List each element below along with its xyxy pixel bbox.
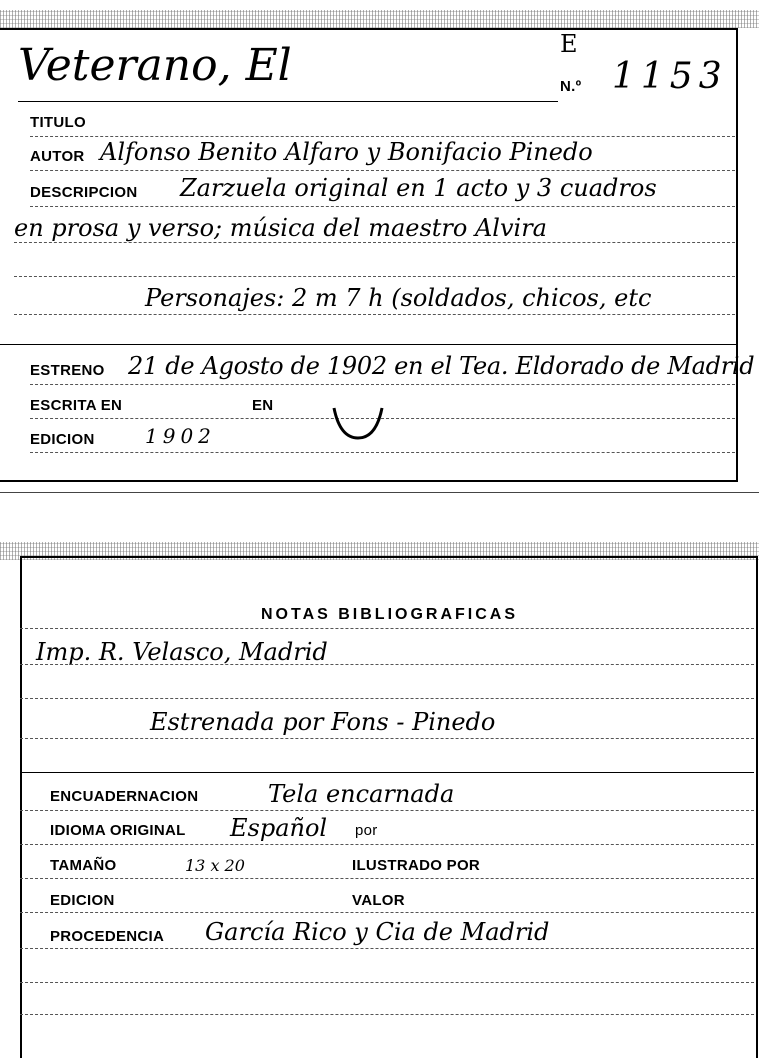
procedencia-label: PROCEDENCIA <box>50 928 165 945</box>
line-tamano <box>20 878 754 879</box>
line-heading <box>20 628 754 629</box>
line-idioma <box>20 844 754 845</box>
tamano-label: TAMAÑO <box>50 857 117 874</box>
line-notes-2 <box>20 738 754 739</box>
line-descripcion <box>30 206 735 207</box>
en-label: EN <box>252 397 274 414</box>
line-edicion-back <box>20 912 754 913</box>
idioma-value: Español <box>230 814 328 842</box>
number-value: 1153 <box>612 56 728 97</box>
line-titulo <box>30 136 735 137</box>
procedencia-value: García Rico y Cia de Madrid <box>205 918 550 946</box>
tamano-value: 13 x 20 <box>185 856 245 875</box>
line-blank-1 <box>20 982 754 983</box>
escrita-en-label: ESCRITA EN <box>30 397 123 414</box>
section-divider <box>0 344 738 345</box>
line-encuadernacion <box>20 810 754 811</box>
number-label: N.º <box>560 78 582 95</box>
valor-label: VALOR <box>352 892 405 909</box>
card-title-heading: Veterano, El <box>18 40 292 91</box>
personajes-value: Personajes: 2 m 7 h (soldados, chicos, etc <box>145 284 652 312</box>
ilustrado-label: ILUSTRADO POR <box>352 857 481 874</box>
catalog-card-back <box>0 538 759 1028</box>
notas-heading: NOTAS BIBLIOGRAFICAS <box>260 606 519 623</box>
line-blank <box>14 276 735 277</box>
descripcion-value-line1: Zarzuela original en 1 acto y 3 cuadros <box>180 174 657 202</box>
line-personajes <box>14 314 735 315</box>
descripcion-value-line2: en prosa y verso; música del maestro Alvira <box>14 214 547 242</box>
idioma-label: IDIOMA ORIGINAL <box>50 822 186 839</box>
line-autor <box>30 170 735 171</box>
estreno-value: 21 de Agosto de 1902 en el Tea. Eldorado de Madrid <box>128 352 755 380</box>
line-edicion <box>30 452 735 453</box>
line-notes-1 <box>20 664 754 665</box>
encuadernacion-value: Tela encarnada <box>268 780 455 808</box>
encuadernacion-label: ENCUADERNACION <box>50 788 199 805</box>
edicion-back-label: EDICION <box>50 892 115 909</box>
line-notes-blank <box>20 698 754 699</box>
edicion-value: 1902 <box>145 424 216 448</box>
line-blank-2 <box>20 1014 754 1015</box>
hand-drawn-brace <box>330 404 386 440</box>
card-separator <box>0 492 759 493</box>
descripcion-label: DESCRIPCION <box>30 184 138 201</box>
estreno-label: ESTRENO <box>30 362 105 379</box>
card-texture <box>0 10 759 28</box>
notes-line-2: Estrenada por Fons - Pinedo <box>150 708 496 736</box>
line-procedencia <box>20 948 754 949</box>
section-divider <box>20 772 754 773</box>
titulo-label: TITULO <box>30 114 86 131</box>
edicion-label: EDICION <box>30 431 95 448</box>
line-descripcion-2 <box>14 242 735 243</box>
title-underline <box>18 101 558 102</box>
number-prefix: E <box>560 30 578 58</box>
autor-label: AUTOR <box>30 148 85 165</box>
por-label: por <box>355 822 378 839</box>
line-estreno <box>30 384 735 385</box>
autor-value: Alfonso Benito Alfaro y Bonifacio Pinedo <box>100 138 593 166</box>
catalog-card-front <box>0 0 759 492</box>
notes-line-1: Imp. R. Velasco, Madrid <box>36 638 328 666</box>
